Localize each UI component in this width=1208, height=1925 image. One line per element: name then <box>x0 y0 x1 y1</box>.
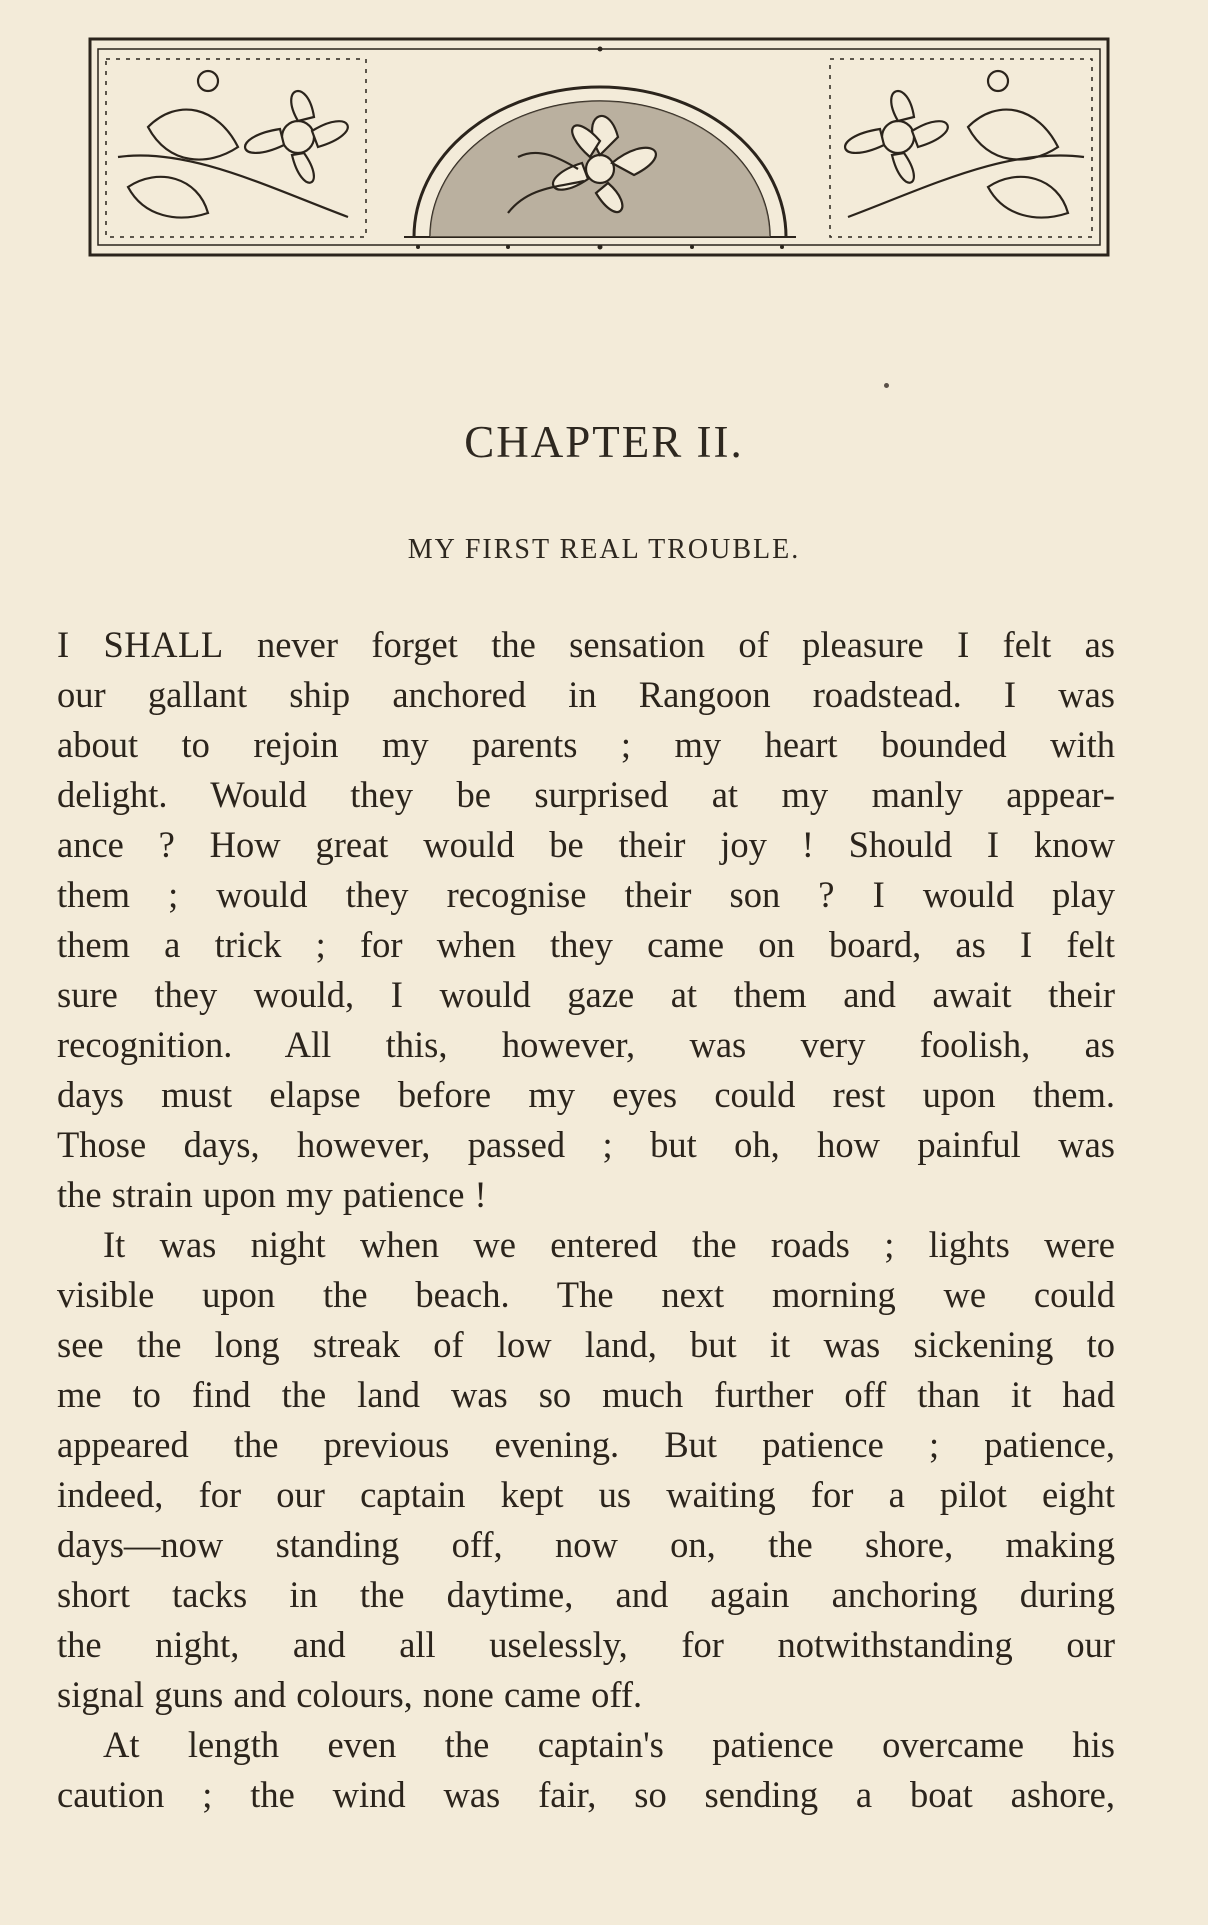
text-line: I SHALL never forget the sensation of pleasure I felt as <box>57 624 1115 665</box>
text-line: our gallant ship anchored in Rangoon roadstead. I was <box>57 674 1115 715</box>
text-line: sure they would, I would gaze at them and await their <box>57 974 1115 1015</box>
text-line: recognition. All this, however, was very foolish, as <box>57 1024 1115 1065</box>
floral-banner-icon <box>88 37 1110 259</box>
text-line: them ; would they recognise their son ? I would play <box>57 874 1115 915</box>
text-line: the night, and all uselessly, for notwithstanding our <box>57 1624 1115 1665</box>
ink-speck <box>884 383 889 388</box>
text-line: them a trick ; for when they came on board, as I felt <box>57 924 1115 965</box>
text-line: appeared the previous evening. But patience ; patience, <box>57 1424 1115 1465</box>
text-line: At length even the captain's patience overcame his <box>103 1724 1115 1765</box>
chapter-title: CHAPTER II. <box>464 417 744 467</box>
drop-lead: I SHALL <box>57 624 224 665</box>
text-line: short tacks in the daytime, and again anchoring during <box>57 1574 1115 1615</box>
text-line: days—now standing off, now on, the shore, making <box>57 1524 1115 1565</box>
text-line: Those days, however, passed ; but oh, how painful was <box>57 1124 1115 1165</box>
chapter-subtitle: MY FIRST REAL TROUBLE. <box>407 534 801 565</box>
text-line: ance ? How great would be their joy ! Should I know <box>57 824 1115 865</box>
text-line: about to rejoin my parents ; my heart bounded with <box>57 724 1115 765</box>
text-line: delight. Would they be surprised at my manly appear- <box>57 774 1115 815</box>
text-line: signal guns and colours, none came off. <box>57 1674 643 1715</box>
text-line: caution ; the wind was fair, so sending a boat ashore, <box>57 1774 1115 1815</box>
text-line: the strain upon my patience ! <box>57 1174 487 1215</box>
text-line: It was night when we entered the roads ; lights were <box>103 1224 1115 1265</box>
text-line: indeed, for our captain kept us waiting for a pilot eight <box>57 1474 1115 1515</box>
body-text <box>57 620 1115 1820</box>
text-line: days must elapse before my eyes could rest upon them. <box>57 1074 1115 1115</box>
text-line: visible upon the beach. The next morning we could <box>57 1274 1115 1315</box>
text-line: see the long streak of low land, but it was sickening to <box>57 1324 1115 1365</box>
text-line: me to find the land was so much further off than it had <box>57 1374 1115 1415</box>
